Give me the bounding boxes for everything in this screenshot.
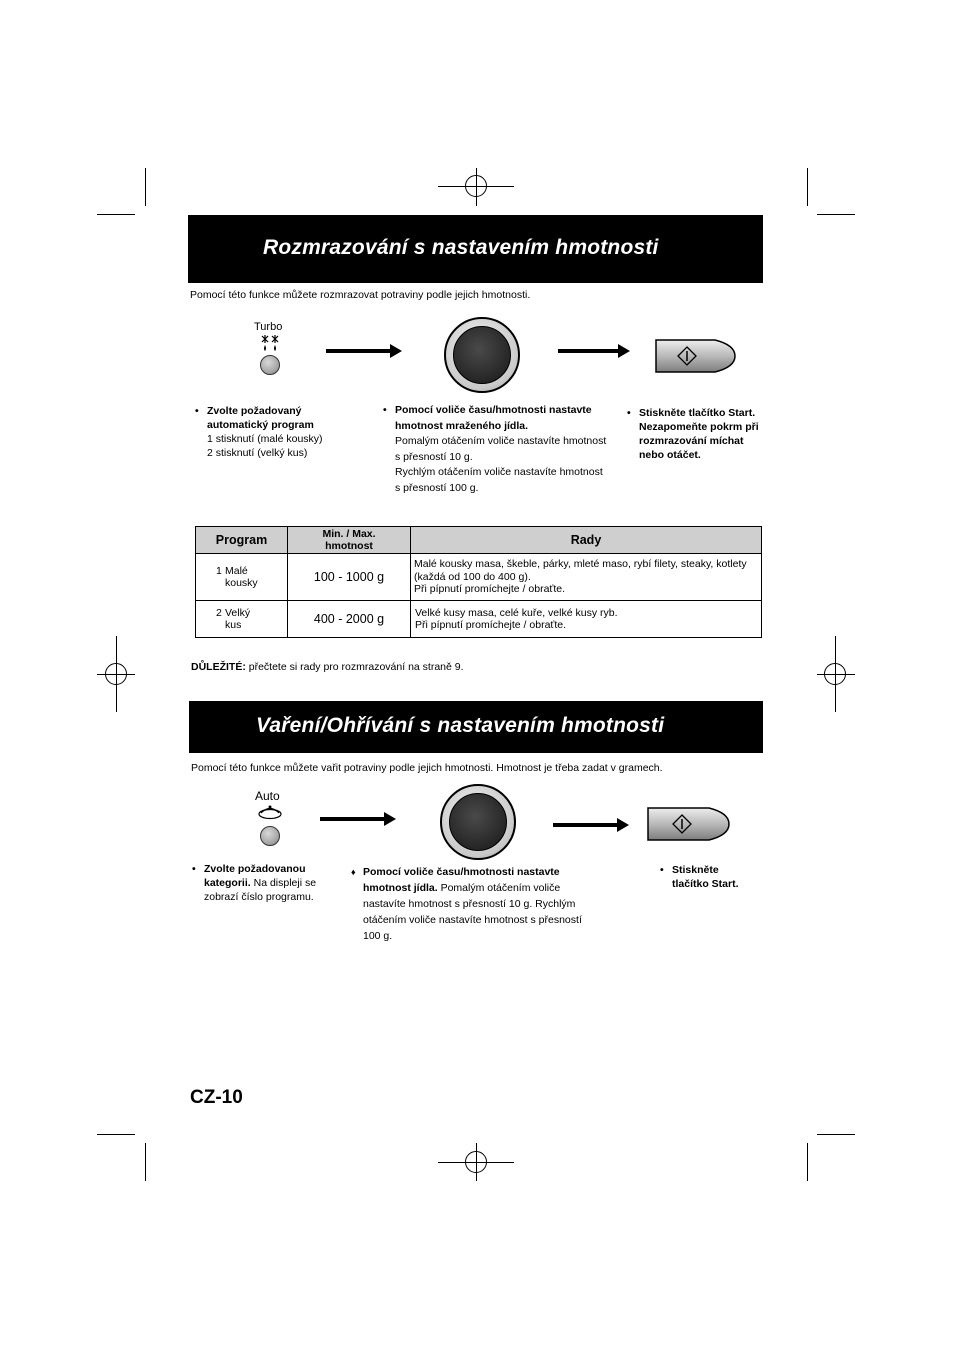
table-row (196, 554, 762, 601)
crop-mark (97, 1134, 135, 1135)
crop-mark (807, 168, 808, 206)
step-1-line: 2 stisknutí (velký kus) (207, 447, 308, 459)
important-text: přečtete si rady pro rozmrazování na straně 9. (248, 661, 464, 673)
crop-mark (97, 214, 135, 215)
weight-range: 400 - 2000 g (288, 601, 411, 638)
step-3: • Stiskněte tlačítko Start. Nezapomeňte pokrm při rozmrazování míchat nebo otáčet. (627, 407, 759, 461)
auto-button[interactable] (260, 826, 280, 846)
arrow-icon (553, 823, 619, 827)
section-banner (188, 215, 763, 283)
registration-circle (105, 663, 127, 685)
program-name: Velký kus (225, 607, 251, 631)
tip-text: Při pípnutí promíchejte / obraťte. (415, 619, 567, 631)
start-button[interactable] (645, 805, 731, 843)
program-name: Malé kousky (225, 565, 258, 589)
important-label: DŮLEŽITÉ: (191, 661, 246, 673)
step-1-line: 1 stisknutí (malé kousky) (207, 433, 323, 445)
weight-range: 100 - 1000 g (288, 554, 411, 601)
crop-mark (145, 1143, 146, 1181)
section-banner (189, 701, 763, 753)
program-table (195, 526, 762, 638)
step-2-line: Rychlým otáčením voliče nastavíte hmotnost s přesností 100 g. (395, 466, 603, 494)
step-2-title: Pomocí voliče času/hmotnosti nastavte hmotnost mraženého jídla. (395, 404, 592, 432)
section-intro: Pomocí této funkce můžete rozmrazovat potraviny podle jejich hmotnosti. (190, 289, 531, 301)
crop-mark (817, 1134, 855, 1135)
program-number: 2 (216, 607, 222, 619)
step-1: • Zvolte požadovanou kategorii. Na displeji se zobrazí číslo programu. (192, 863, 317, 903)
registration-circle (465, 1151, 487, 1173)
important-note (191, 661, 464, 673)
registration-circle (824, 663, 846, 685)
section-intro: Pomocí této funkce můžete vařit potraviny podle jejich hmotnosti. Hmotnost je třeba zadat v gramech. (191, 762, 663, 774)
registration-circle (465, 175, 487, 197)
arrow-icon (326, 349, 392, 353)
crop-mark (807, 1143, 808, 1181)
turbo-button[interactable] (260, 355, 280, 375)
step-2: ♦ Pomocí voliče času/hmotnosti nastavte hmotnost jídla. Pomalým otáčením voliče nastavíte hmotnost s přesností 10 g. Rychlým otáčením voliče nastavíte hmotnost s přesností 100 g. (351, 866, 582, 942)
section-title: Rozmrazování s nastavením hmotnosti (263, 236, 659, 259)
table-header: Rady (411, 527, 762, 554)
dial-knob (449, 793, 507, 851)
step-2: • Pomocí voliče času/hmotnosti nastavte hmotnost mraženého jídla. Pomalým otáčením voliče nastavíte hmotnost s přesností 10 g. Rychlým otáčením voliče nastavíte hmotnost s přesností 100 g. (383, 403, 608, 496)
turbo-label: Turbo (254, 321, 283, 333)
start-button[interactable] (653, 337, 737, 375)
step-1-text: Na displeji se zobrazí číslo programu. (204, 877, 317, 903)
time-weight-dial[interactable] (444, 317, 520, 393)
page-number: CZ-10 (190, 1087, 243, 1108)
table-row (196, 601, 762, 638)
tip-text: Velké kusy masa, celé kuře, velké kusy ryb. (415, 606, 618, 619)
section-title: Vaření/Ohřívání s nastavením hmotnosti (256, 714, 665, 737)
step-1: • Zvolte požadovaný automatický program 1 stisknutí (malé kousky) 2 stisknutí (velký kus) (195, 404, 355, 460)
table-header: Program (196, 527, 288, 554)
step-2-text: Pomalým otáčením voliče nastavíte hmotnost s přesností 10 g. Rychlým otáčením voliče nastavíte hmotnost s přesností 100 g. (363, 882, 582, 942)
crop-mark (145, 168, 146, 206)
step-2-line: Pomalým otáčením voliče nastavíte hmotnost s přesností 10 g. (395, 435, 607, 463)
tip-text: Při pípnutí promíchejte / obraťte. (414, 583, 566, 596)
step-3-title: Stiskněte tlačítko Start. Nezapomeňte pokrm při rozmrazování míchat nebo otáčet. (639, 407, 759, 461)
dial-knob (453, 326, 511, 384)
dish-icon (257, 804, 283, 820)
arrow-icon (320, 817, 386, 821)
defrost-icon (259, 334, 283, 354)
step-1-title: Zvolte požadovanou kategorii. (204, 863, 306, 889)
step-3: • Stiskněte tlačítko Start. (660, 864, 739, 890)
table-header: Min. / Max. hmotnost (288, 527, 411, 554)
arrow-icon (558, 349, 620, 353)
step-3-title: Stiskněte tlačítko Start. (672, 864, 739, 890)
step-1-title: Zvolte požadovaný automatický program (207, 405, 314, 431)
step-2-title: Pomocí voliče času/hmotnosti nastavte hmotnost jídla. (363, 866, 560, 894)
program-number: 1 (216, 565, 222, 577)
crop-mark (817, 214, 855, 215)
tip-text: Malé kousky masa, škeble, párky, mleté maso, rybí filety, steaky, kotlety (každá od 100 do 400 g). (414, 558, 747, 583)
auto-label: Auto (255, 789, 280, 803)
time-weight-dial[interactable] (440, 784, 516, 860)
